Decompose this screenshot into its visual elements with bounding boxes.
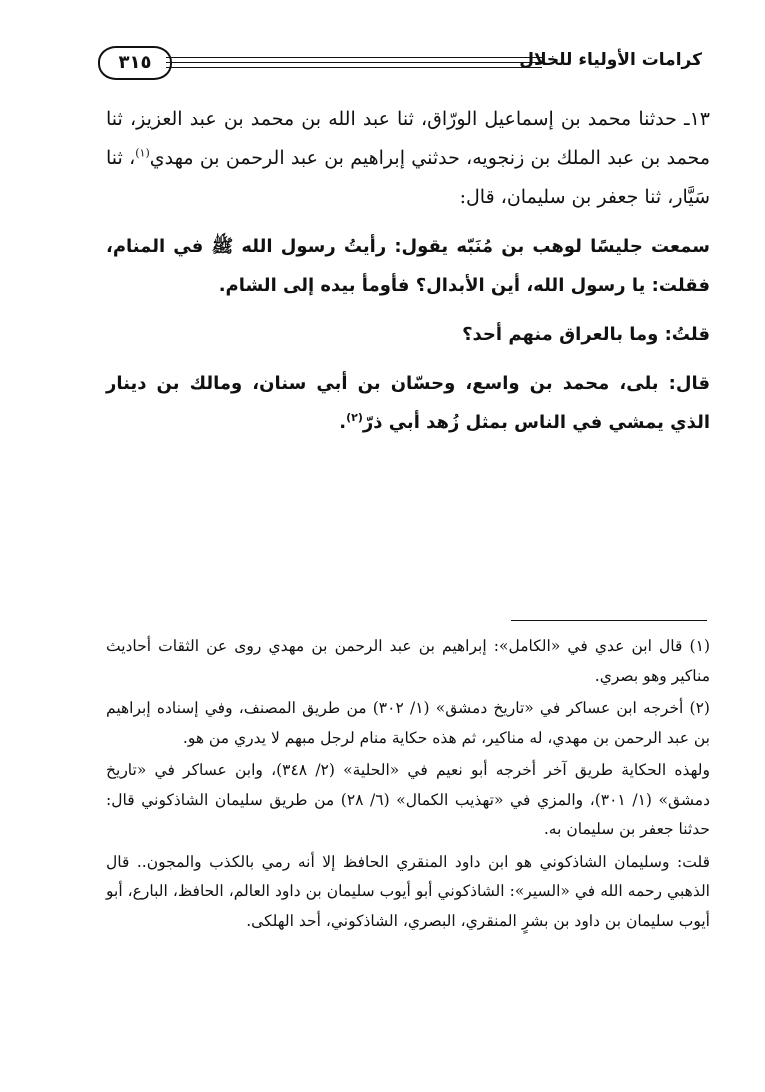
header-rule <box>166 62 542 63</box>
paragraph-text: . <box>339 412 347 433</box>
footnote-2-continued: ولهذه الحكاية طريق آخر أخرجه أبو نعيم في «الحلية» (٢/ ٣٤٨)، وابن عساكر في «تاريخ دمشق» (١/ ٣٠١)، والمزي في «تهذيب الكمال» (٦/ ٢٨) من طريق سليمان الشاذكوني قال: حدثنا جعفر بن سليمان به. <box>106 761 711 838</box>
running-title: كرامات الأولياء للخلال <box>519 50 702 70</box>
page-header <box>98 46 702 82</box>
footnote-ref[interactable]: (٢) <box>346 411 363 424</box>
footnote-2-comment: قلت: وسليمان الشاذكوني هو ابن داود المنقري الحافظ إلا أنه رمي بالكذب والمجون.. قال الذهبي رحمه الله في «السير»: الشاذكوني أبو أيوب سليمان بن داود العالم، الحافظ، البارع، أبو أيوب سليمان بن داود بن بشرٍ المنقري، البصري، الشاذكوني، أحد الهلكى. <box>106 852 710 930</box>
question-paragraph: قلتُ: وما بالعراق منهم أحد؟ <box>462 324 710 345</box>
narration-paragraph <box>106 100 710 217</box>
footnote-2: (٢) أخرجه ابن عساكر في «تاريخ دمشق» (١/ ٣٠٢) من طريق المصنف، وفي إسناده إبراهيم بن عبد الرحمن بن مهدي، له مناكير، ثم هذه حكاية منام لرجل مبهم لا يدري من هو. <box>106 699 710 747</box>
paragraph-text: قال: بلى، محمد بن واسع، وحسّان بن أبي سنان، ومالك بن دينار الذي يمشي في الناس بمثل زُهد أبي ذرّ <box>106 373 710 433</box>
answer-paragraph <box>106 364 710 442</box>
main-text <box>106 100 710 442</box>
paragraph-text: ١٣ـ حدثنا محمد بن إسماعيل الورّاق، ثنا عبد الله بن محمد بن عبد العزيز، ثنا محمد بن عبد الملك بن زنجويه، حدثني إبراهيم بن عبد الرحمن بن مهدي <box>106 108 711 169</box>
page-number: ٣١٥ <box>98 46 172 80</box>
header-rule <box>166 57 542 58</box>
footnote-1: (١) قال ابن عدي في «الكامل»: إبراهيم بن عبد الرحمن بن مهدي روى عن الثقات أحاديث مناكير وهو بصري. <box>106 637 710 685</box>
paragraph-text: ، ثنا سَيَّار، ثنا جعفر بن سليمان، قال: <box>106 147 710 208</box>
header-rule <box>166 67 542 68</box>
footnote-ref[interactable]: (١) <box>135 146 150 160</box>
footnote-separator <box>511 620 707 621</box>
footnotes <box>106 632 710 939</box>
dream-paragraph: سمعت جليسًا لوهب بن مُنَبّه يقول: رأيتُ رسول الله ﷺ في المنام، فقلت: يا رسول الله، أين الأبدال؟ فأومأ بيده إلى الشام. <box>106 236 710 296</box>
